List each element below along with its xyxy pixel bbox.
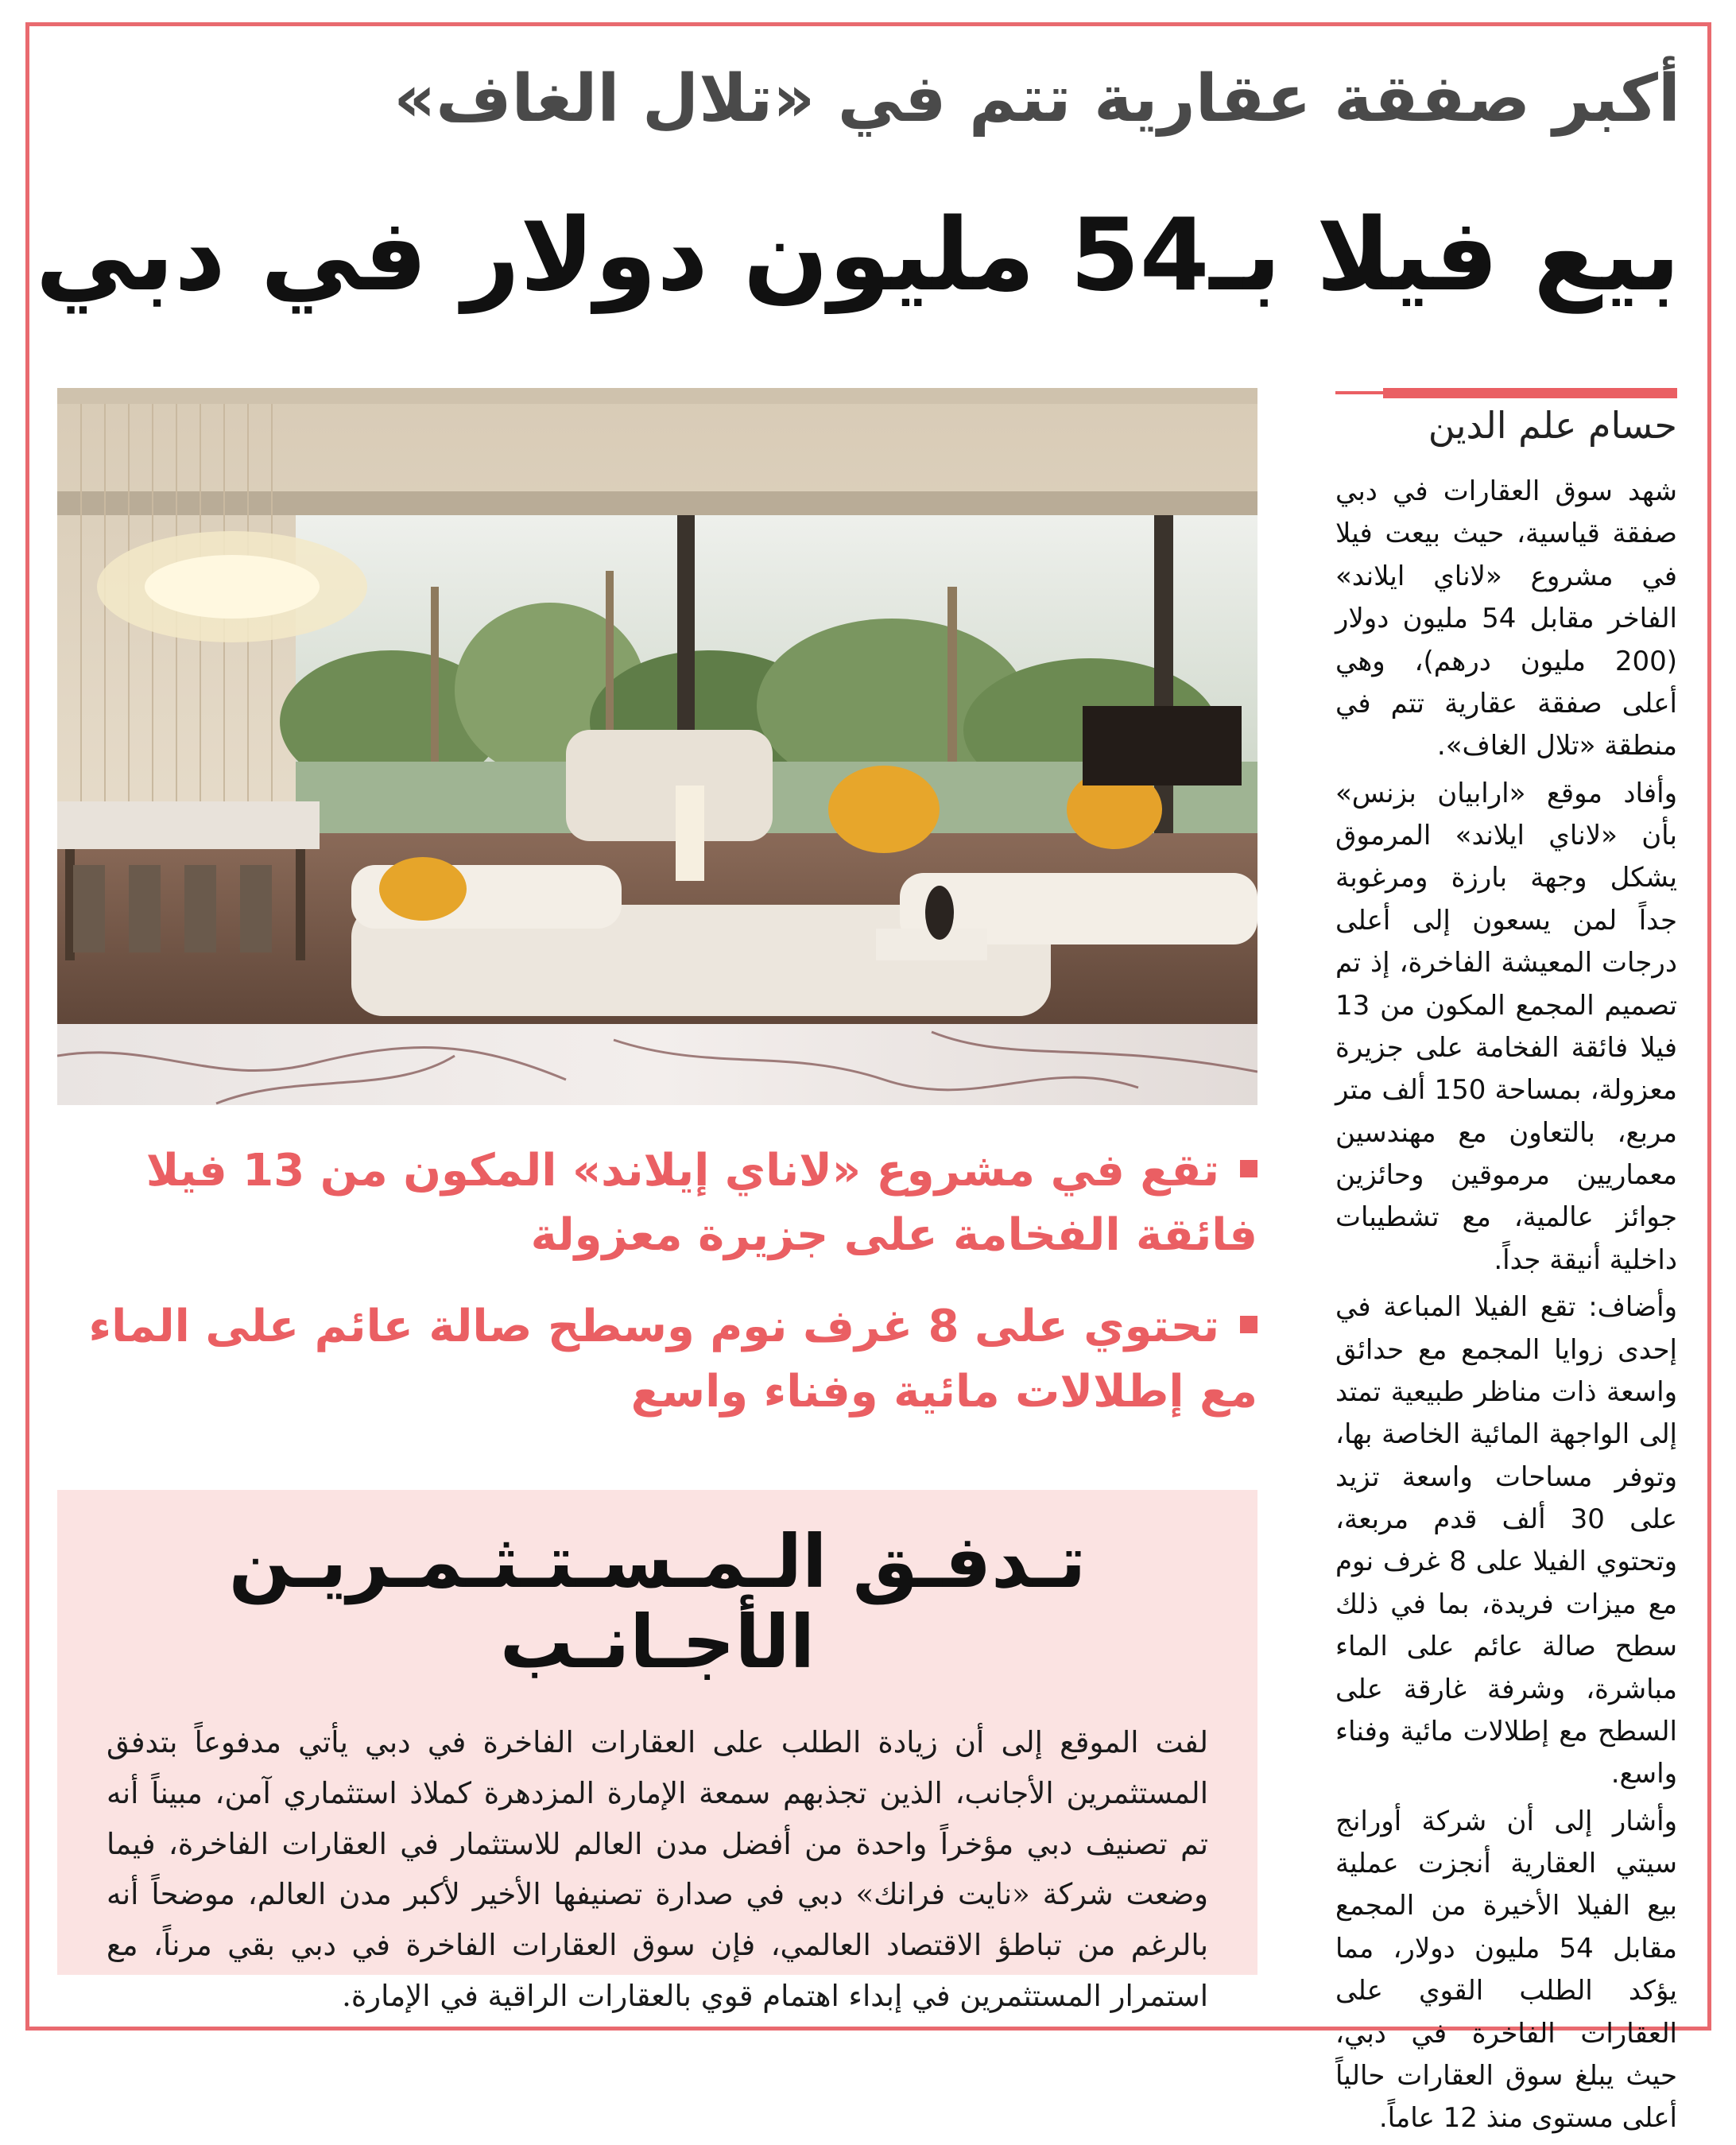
highlight-text: تحتوي على 8 غرف نوم وسطح صالة عائم على الماء مع إطلالات مائية وفناء واسع: [88, 1301, 1257, 1418]
paragraph: وأشار إلى أن شركة أورانج سيتي العقارية أنجزت عملية بيع الفيلا الأخيرة من المجمع مقابل 54 مليون دولار، مما يؤكد الطلب القوي على العقارات الفاخرة في دبي، حيث يبلغ سوق العقارات حالياً أعلى مستوى منذ 12 عاماً.: [1335, 1805, 1677, 2135]
villa-photo: [57, 388, 1257, 1105]
highlight-item: [57, 1138, 1257, 1267]
highlight-item: [57, 1294, 1257, 1423]
highlights: [57, 1138, 1257, 1451]
paragraph: شهد سوق العقارات في دبي صفقة قياسية، حيث بيعت فيلا في مشروع «لاناي ايلاند» الفاخر مقابل 54 مليون دولار (200 مليون درهم)، وهي أعلى صفقة عقارية تتم في منطقة «تلال الغاف».: [1335, 475, 1677, 762]
byline-rule: [1335, 388, 1677, 398]
article-column: [1335, 471, 1677, 2145]
square-bullet-icon: [1240, 1316, 1257, 1333]
sidebar-box: [57, 1490, 1257, 2013]
paragraph: وأفاد موقع «ارابيان بزنس» بأن «لاناي ايلاند» المرموق يشكل وجهة بارزة ومرغوبة جداً لمن يسعون إلى أعلى درجات المعيشة الفاخرة، إذ تم تصميم المجمع المكون من 13 فيلا فائقة الفخامة على جزيرة معزولة، بمساحة 150 ألف متر مربع، بالتعاون مع مهندسين معماريين مرموقين وحائزين جوائز عالمية، مع تشطيبات داخلية أنيقة جداً.: [1335, 777, 1677, 1276]
villa-interior-photo-icon: [57, 388, 1257, 1105]
box-text: لفت الموقع إلى أن زيادة الطلب على العقارات الفاخرة في دبي يأتي مدفوعاً بتدفق المستثمرين الأجانب، الذين تجذبهم سمعة الإمارة المزدهرة كملاذ استثماري آمن، مبيناً أنه تم تصنيف دبي مؤخراً واحدة من أفضل مدن العالم للاستثمار في العقارات الفاخرة، فيما وضعت شركة «نايت فرانك» دبي في صدارة تصنيفها الأخير لأكبر مدن العالم، موضحاً أنه بالرغم من تباطؤ الاقتصاد العالمي، فإن سوق العقارات الفاخرة في دبي بقي مرناً، مع استمرار المستثمرين في إبداء اهتمام قوي بالعقارات الراقية في الإمارة.: [107, 1725, 1208, 2013]
headline: بيع فيلا بـ54 مليون دولار في دبي: [35, 196, 1680, 313]
paragraph: وأضاف: تقع الفيلا المباعة في إحدى زوايا المجمع مع حدائق واسعة ذات مناظر طبيعية تمتد إلى الواجهة المائية الخاصة بها، وتوفر مساحات واسعة تزيد على 30 ألف قدم مربعة، وتحتوي الفيلا على 8 غرف نوم مع ميزات فريدة، بما في ذلك سطح صالة عائم على الماء مباشرة، وشرفة غارقة على السطح مع إطلالات مائية وفناء واسع.: [1335, 1291, 1678, 1790]
square-bullet-icon: [1240, 1160, 1257, 1177]
byline: حسام علم الدين: [1428, 404, 1677, 447]
kicker: أكبر صفقة عقارية تتم في «تلال الغاف»: [393, 61, 1680, 137]
highlight-text: تقع في مشروع «لاناي إيلاند» المكون من 13 فيلا فائقة الفخامة على جزيرة معزولة: [145, 1145, 1257, 1262]
box-title: تـدفـق الـمـسـتـثـمـريـن الأجـانـب: [228, 1519, 1087, 1685]
